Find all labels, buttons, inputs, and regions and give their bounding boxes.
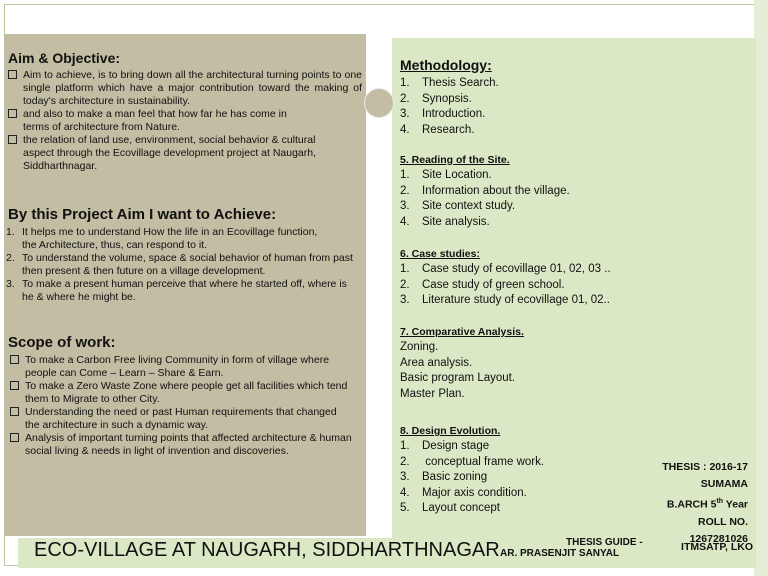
checkbox-bullet-icon xyxy=(10,355,19,364)
thesis-guide-label: THESIS GUIDE - xyxy=(566,537,643,548)
list-item: 3. Site context study. xyxy=(400,200,516,212)
list-item: 2. Information about the village. xyxy=(400,184,570,197)
comparative-analysis-heading: 7. Comparative Analysis. xyxy=(400,326,524,338)
design-evolution-heading: 8. Design Evolution. xyxy=(400,425,501,437)
list-item: 3. Literature study of ecovillage 01, 02.. xyxy=(400,294,610,306)
methodology-heading: Methodology: xyxy=(400,57,492,73)
course: B.ARCH 5th Year xyxy=(666,498,748,511)
achieve-list xyxy=(6,226,364,304)
decorative-circle xyxy=(364,88,394,118)
site-reading-list xyxy=(400,168,570,230)
comparative-analysis-list xyxy=(400,340,515,402)
case-studies-list xyxy=(400,262,611,309)
project-title: ECO-VILLAGE AT NAUGARH, SIDDHARTHNAGAR xyxy=(34,539,500,561)
site-reading-heading: 5. Reading of the Site. xyxy=(400,154,510,166)
list-item: 4. Research. xyxy=(400,123,475,136)
methodology-list xyxy=(400,76,499,138)
list-item: 1. Case study of ecovillage 01, 02, 03 .. xyxy=(400,263,611,275)
checkbox-bullet-icon xyxy=(8,135,17,144)
achieve-heading: By this Project Aim I want to Achieve: xyxy=(8,206,277,223)
thesis-info xyxy=(662,459,748,548)
student-name: SUMAMA xyxy=(700,478,748,490)
achieve-item: 1. It helps me to understand How the life in an Ecovillage function, the Architecture, thus, can respond to it. xyxy=(6,226,318,251)
scope-item: Analysis of important turning points that affected architecture & human social living & needs in light of invention and discoveries. xyxy=(10,432,362,458)
roll-label: ROLL NO. xyxy=(698,515,748,528)
design-evolution-list xyxy=(400,439,544,517)
list-item: 2. Synopsis. xyxy=(400,92,472,105)
list-item: Area analysis. xyxy=(400,356,473,369)
checkbox-bullet-icon xyxy=(10,381,19,390)
list-item: Master Plan. xyxy=(400,387,465,400)
institute: ITMSATP, LKO xyxy=(681,541,753,553)
scope-heading: Scope of work: xyxy=(8,334,116,351)
checkbox-bullet-icon xyxy=(8,70,17,79)
checkbox-bullet-icon xyxy=(10,433,19,442)
case-studies-heading: 6. Case studies: xyxy=(400,248,480,260)
thesis-year: THESIS : 2016-17 xyxy=(662,461,748,473)
scope-item: To make a Carbon Free living Community in form of village where people can Come – Learn – Share & Earn. xyxy=(10,354,362,380)
achieve-item: 2. To understand the volume, space & social behavior of human from past then present & then future on a village development. xyxy=(6,252,353,277)
list-item: 3. Introduction. xyxy=(400,108,486,120)
list-item: 5. Layout concept xyxy=(400,502,501,514)
checkbox-bullet-icon xyxy=(10,407,19,416)
list-item: Basic program Layout. xyxy=(400,372,516,384)
aim-item: and also to make a man feel that how far he has come in terms of architecture from Nature. xyxy=(8,108,362,134)
achieve-item: 3. To make a present human perceive that where he started off, where is he & where he might be. xyxy=(6,278,347,303)
checkbox-bullet-icon xyxy=(8,109,17,118)
list-item: 1. Thesis Search. xyxy=(400,77,499,89)
list-item: 3. Basic zoning xyxy=(400,471,488,483)
list-item: 2. conceptual frame work. xyxy=(400,455,545,468)
aim-heading: Aim & Objective: xyxy=(8,50,121,66)
scope-list xyxy=(10,354,362,458)
aim-item: the relation of land use, environment, social behavior & cultural aspect through the Ecovillage development project at Naugarh, Siddharthnagar. xyxy=(8,134,362,173)
scope-item: To make a Zero Waste Zone where people get all facilities which tend them to Migrate to other City. xyxy=(10,380,362,406)
list-item: 1. Design stage xyxy=(400,440,490,452)
thesis-guide-name: AR. PRASENJIT SANYAL xyxy=(500,548,620,559)
scope-item: Understanding the need or past Human requirements that changed the architecture in such a dynamic way. xyxy=(10,406,362,432)
list-item: 4. Site analysis. xyxy=(400,215,490,228)
roll-number: 1267281026 xyxy=(689,532,748,545)
list-item: 1. Site Location. xyxy=(400,169,492,181)
list-item: Zoning. xyxy=(400,341,439,353)
list-item: 2. Case study of green school. xyxy=(400,278,565,291)
aim-item: Aim to achieve, is to bring down all the architectural turning points to one single platform which have a major contribution toward the making of today's architecture in sustainability. xyxy=(8,69,362,108)
list-item: 4. Major axis condition. xyxy=(400,486,527,499)
right-edge-strip xyxy=(754,0,768,576)
aim-list xyxy=(8,69,362,173)
